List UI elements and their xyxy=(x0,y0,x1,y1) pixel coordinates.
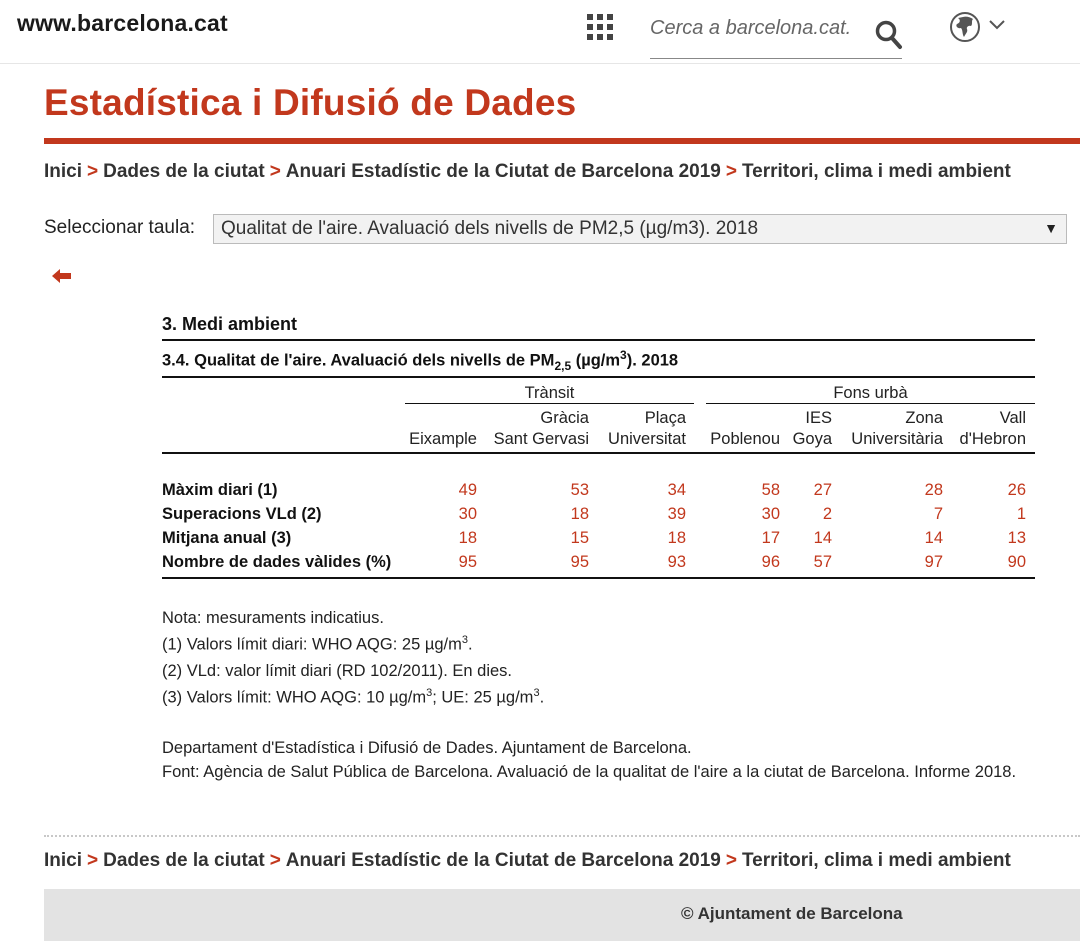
table-cell: 57 xyxy=(813,553,832,571)
column-header: Gràcia Sant Gervasi xyxy=(493,409,589,448)
table-cell: 18 xyxy=(667,529,686,547)
top-bar xyxy=(0,0,1080,64)
footer-divider xyxy=(44,835,1080,837)
table-cell: 95 xyxy=(570,553,589,571)
table-section-heading: 3. Medi ambient xyxy=(162,314,298,334)
note-3: (3) Valors límit: WHO AQG: 10 $\mu g/m^3$; UE: 25 $\mu g/m^3$. xyxy=(162,687,545,707)
apps-grid-icon[interactable] xyxy=(587,14,613,40)
breadcrumb-link-dades-ciutat[interactable]: Dades de la ciutat xyxy=(103,161,265,182)
column-header: IES Goya xyxy=(792,409,832,448)
row-label: Superacions VLd (2) xyxy=(162,505,322,523)
breadcrumb-link-inici[interactable]: Inici xyxy=(44,850,83,871)
column-header: Eixample xyxy=(409,430,477,448)
page-title: Estadística i Difusió de Dades xyxy=(44,82,577,123)
table-rule-top xyxy=(162,339,1035,341)
table-cell: 30 xyxy=(761,505,780,523)
breadcrumb-separator: > xyxy=(87,161,99,182)
search-input[interactable] xyxy=(650,14,865,42)
source-department: Departament d'Estadística i Difusió de Dades. Ajuntament de Barcelona. xyxy=(162,739,692,757)
site-logo-link[interactable]: www.barcelona.cat xyxy=(17,10,228,36)
table-cell: 53 xyxy=(570,481,589,499)
back-arrow-icon[interactable] xyxy=(52,268,72,284)
chevron-down-icon[interactable] xyxy=(988,18,1006,32)
table-rule-bottom xyxy=(162,577,1035,579)
breadcrumb-separator: > xyxy=(87,850,99,871)
table-cell: 18 xyxy=(570,505,589,523)
group-underline-fons xyxy=(706,403,1035,404)
group-underline-transit xyxy=(405,403,694,404)
row-label: Màxim diari (1) xyxy=(162,481,278,499)
footer xyxy=(44,889,1080,941)
table-cell: 95 xyxy=(458,553,477,571)
table-cell: 15 xyxy=(570,529,589,547)
table-select-label: Seleccionar taula: xyxy=(44,217,196,238)
breadcrumb-link-inici[interactable]: Inici xyxy=(44,161,83,182)
source-font: Font: Agència de Salut Pública de Barcelona. Avaluació de la qualitat de l'aire a la ciutat de Barcelona. Informe 2018. xyxy=(162,763,1017,781)
table-cell: 26 xyxy=(1007,481,1026,499)
table-title: 3.4. Qualitat de l'aire. Avaluació dels nivells de $PM_{2,5}$ $(\mu g/m^3)$. 2018 xyxy=(162,348,679,373)
note-indicative: Nota: mesuraments indicatius. xyxy=(162,609,384,627)
breadcrumb-link-anuari[interactable]: Anuari Estadístic de la Ciutat de Barcelona 2019 xyxy=(285,850,721,871)
table-cell: 13 xyxy=(1007,529,1026,547)
table-cell: 28 xyxy=(924,481,943,499)
breadcrumb-link-territori[interactable]: Territori, clima i medi ambient xyxy=(741,161,1011,182)
group-header-transit: Trànsit xyxy=(524,384,575,402)
title-divider xyxy=(44,138,1080,144)
table-cell: 18 xyxy=(458,529,477,547)
table-cell: 14 xyxy=(924,529,943,547)
table-cell: 34 xyxy=(667,481,686,499)
table-cell: 17 xyxy=(761,529,780,547)
breadcrumb-link-dades-ciutat[interactable]: Dades de la ciutat xyxy=(103,850,265,871)
breadcrumb xyxy=(44,161,1011,183)
search-icon[interactable] xyxy=(875,18,903,50)
table-select-value: Qualitat de l'aire. Avaluació dels nivells de PM2,5 (µg/m3). 2018 xyxy=(221,218,759,239)
table-cell: 27 xyxy=(813,481,832,499)
search-box xyxy=(650,12,902,59)
table-cell: 39 xyxy=(667,505,686,523)
footer-copyright: © Ajuntament de Barcelona xyxy=(681,904,903,923)
note-1: (1) Valors límit diari: WHO AQG: 25 $\mu g/m^3$. xyxy=(162,634,473,654)
table-cell: 97 xyxy=(924,553,943,571)
table-cell: 93 xyxy=(667,553,686,571)
globe-language-icon[interactable] xyxy=(949,11,981,43)
table-cell: 58 xyxy=(761,481,780,499)
row-label: Mitjana anual (3) xyxy=(162,529,292,547)
breadcrumb-link-anuari[interactable]: Anuari Estadístic de la Ciutat de Barcelona 2019 xyxy=(285,161,721,182)
dropdown-caret-icon: ▼ xyxy=(1044,220,1058,236)
table-cell: 14 xyxy=(813,529,832,547)
breadcrumb-link-territori[interactable]: Territori, clima i medi ambient xyxy=(741,850,1011,871)
table-rule-header xyxy=(162,452,1035,454)
breadcrumb-bottom xyxy=(44,850,1011,872)
breadcrumb-separator: > xyxy=(269,161,281,182)
table-select[interactable] xyxy=(213,214,1067,244)
table-cell: 2 xyxy=(822,505,832,523)
column-header: Plaça Universitat xyxy=(608,409,686,448)
table-cell: 96 xyxy=(761,553,780,571)
column-header: Poblenou xyxy=(710,430,780,448)
row-label: Nombre de dades vàlides (%) xyxy=(162,553,392,571)
table-cell: 30 xyxy=(458,505,477,523)
breadcrumb-separator: > xyxy=(725,850,737,871)
breadcrumb-separator: > xyxy=(269,850,281,871)
table-cell: 1 xyxy=(1016,505,1026,523)
table-cell: 49 xyxy=(458,481,477,499)
table-cell: 90 xyxy=(1007,553,1026,571)
table-cell: 7 xyxy=(933,505,943,523)
note-2: (2) VLd: valor límit diari (RD 102/2011). En dies. xyxy=(162,662,513,680)
breadcrumb-separator: > xyxy=(725,161,737,182)
column-header: Zona Universitària xyxy=(851,409,943,448)
table-rule-subtitle xyxy=(162,376,1035,378)
column-header: Vall d'Hebron xyxy=(959,409,1026,448)
group-header-fons-urba: Fons urbà xyxy=(833,384,908,402)
